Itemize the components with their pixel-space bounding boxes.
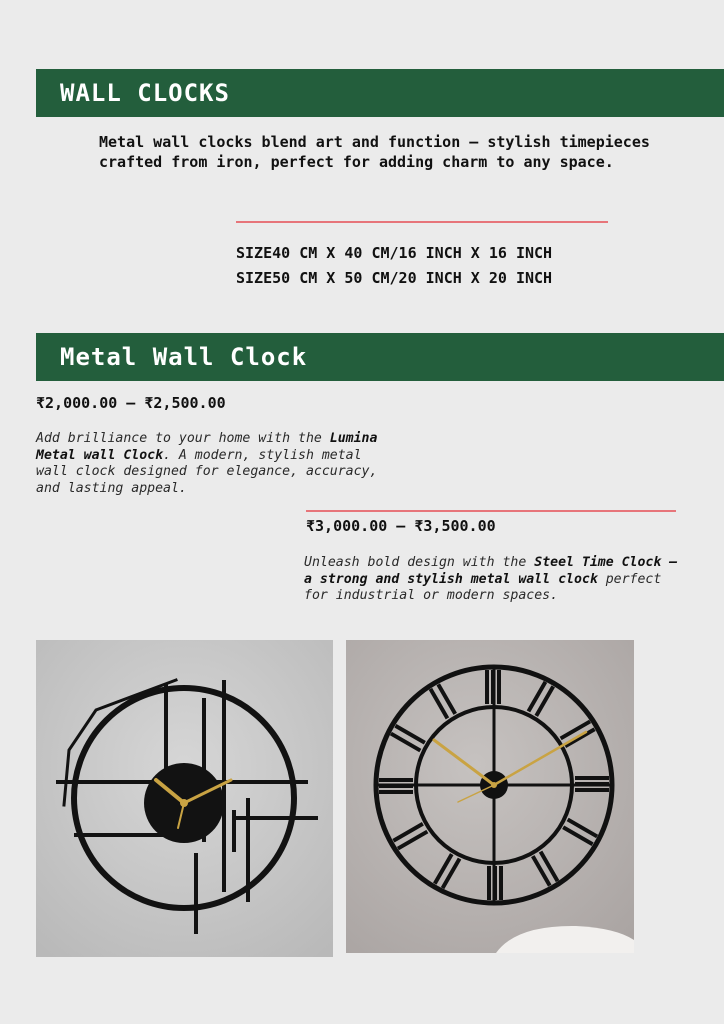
product-description-lumina: Add brilliance to your home with the Lumina Metal wall Clock. A modern, stylish metal wall clock designed for elegance, accuracy, and lasting appeal. — [36, 431, 378, 496]
price-range-steel-time: ₹3,000.00 – ₹3,500.00 — [306, 517, 496, 535]
section-title: WALL CLOCKS — [60, 79, 230, 107]
product-name-steel-time: Steel Time Clock – a strong and stylish metal wall clock — [304, 555, 678, 587]
section-header-metal-wall-clock — [36, 333, 724, 381]
size-option-40cm: SIZE40 CM X 40 CM/16 INCH X 16 INCH — [236, 244, 553, 262]
size-option-50cm: SIZE50 CM X 50 CM/20 INCH X 20 INCH — [236, 269, 553, 287]
product-name-lumina: Lumina Metal wall Clock — [36, 431, 378, 463]
price-range-lumina: ₹2,000.00 – ₹2,500.00 — [36, 394, 226, 412]
intro-text: Metal wall clocks blend art and function — stylish timepieces crafted from iron, perfect for adding charm to any space. — [99, 133, 650, 171]
section-header-wall-clocks — [36, 69, 724, 117]
roman-numeral-metal-clock-photo — [346, 640, 634, 953]
product-description-steel-time: Unleash bold design with the Steel Time Clock – a strong and stylish metal wall clock perfect for industrial or modern spaces. — [304, 555, 678, 603]
divider-line — [236, 221, 608, 223]
divider-line — [306, 510, 676, 512]
geometric-metal-clock-photo — [36, 640, 333, 957]
section-title: Metal Wall Clock — [60, 343, 308, 371]
